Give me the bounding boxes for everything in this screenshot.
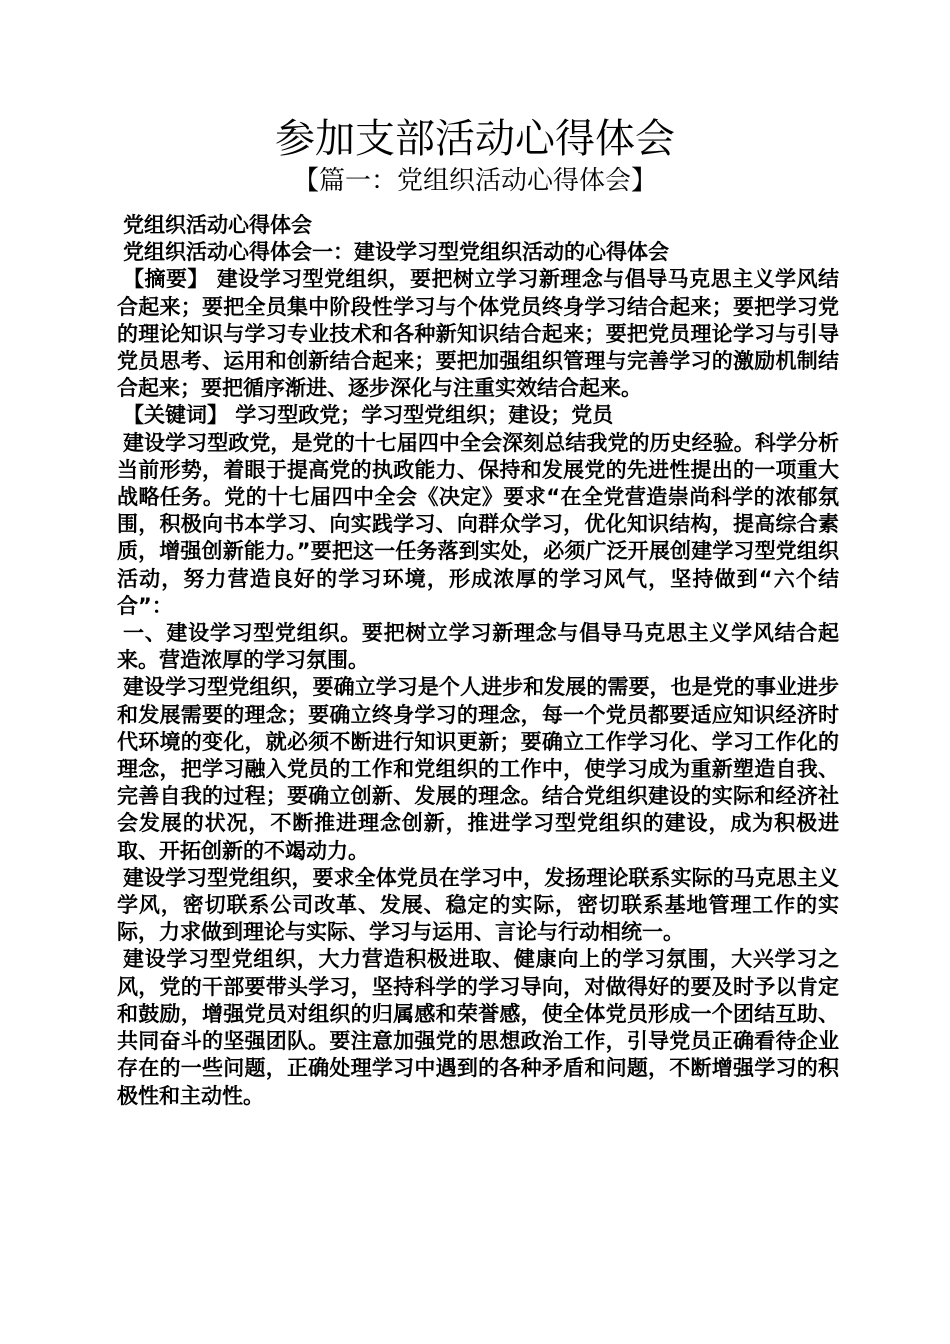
section-heading: 党组织活动心得体会 <box>123 213 312 237</box>
document-title: 参加支部活动心得体会 <box>275 116 675 162</box>
point-heading: 一、建设学习型党组织。要把树立学习新理念与倡导马克思主义学风结合起来。营造浓厚的学习氛围。 <box>117 621 839 673</box>
article-heading: 党组织活动心得体会一：建设学习型党组织活动的心得体会 <box>123 240 669 265</box>
body-paragraph: 建设学习型党组织，要确立学习是个人进步和发展的需要，也是党的事业进步和发展需要的理念；要确立终身学习的理念，每一个党员都要适应知识经济时代环境的变化，就必须不断进行知识更新；要确立工作学习化、学习工作化的理念，把学习融入党员的工作和党组织的工作中，使学习成为重新塑造自我、完善自我的过程；要确立创新、发展的理念。结合党组织建设的实际和经济社会发展的状况，不断推进理念创新，推进学习型党组织的建设，成为积极进取、开拓创新的不竭动力。 <box>117 675 839 863</box>
document-body <box>117 212 839 1110</box>
body-paragraph: 建设学习型党组织，大力营造积极进取、健康向上的学习氛围，大兴学习之风，党的干部要带头学习，坚持科学的学习导向，对做得好的要及时予以肯定和鼓励，增强党员对组织的归属感和荣誉感，使全体党员形成一个团结互助、共同奋斗的坚强团队。要注意加强党的思想政治工作，引导党员正确看待企业存在的一些问题，正确处理学习中遇到的各种矛盾和问题，不断增强学习的积极性和主动性。 <box>117 947 839 1108</box>
keywords-paragraph: 【关键词】 学习型政党；学习型党组织；建设；党员 <box>123 403 614 428</box>
document-subtitle: 【篇一：党组织活动心得体会】 <box>292 166 657 196</box>
abstract-paragraph: 【摘要】 建设学习型党组织，要把树立学习新理念与倡导马克思主义学风结合起来；要把全员集中阶段性学习与个体党员终身学习结合起来；要把学习党的理论知识与学习专业技术和各种新知识结合起来；要把党员理论学习与引导党员思考、运用和创新结合起来；要把加强组织管理与完善学习的激励机制结合起来；要把循序渐进、逐步深化与注重实效结合起来。 <box>117 267 839 401</box>
body-paragraph: 建设学习型党组织，要求全体党员在学习中，发扬理论联系实际的马克思主义学风，密切联系公司改革、发展、稳定的实际，密切联系基地管理工作的实际，力求做到理论与实际、学习与运用、言论与行动相统一。 <box>117 865 839 945</box>
body-paragraph: 建设学习型政党，是党的十七届四中全会深刻总结我党的历史经验。科学分析当前形势，着眼于提高党的执政能力、保持和发展党的先进性提出的一项重大战略任务。党的十七届四中全会《决定》要求“在全党营造崇尚科学的浓郁氛围，积极向书本学习、向实践学习、向群众学习，优化知识结构，提高综合素质，增强创新能力。”要把这一任务落到实处，必须广泛开展创建学习型党组织活动，努力营造良好的学习环境，形成浓厚的学习风气，坚持做到“六个结合”： <box>117 430 839 618</box>
